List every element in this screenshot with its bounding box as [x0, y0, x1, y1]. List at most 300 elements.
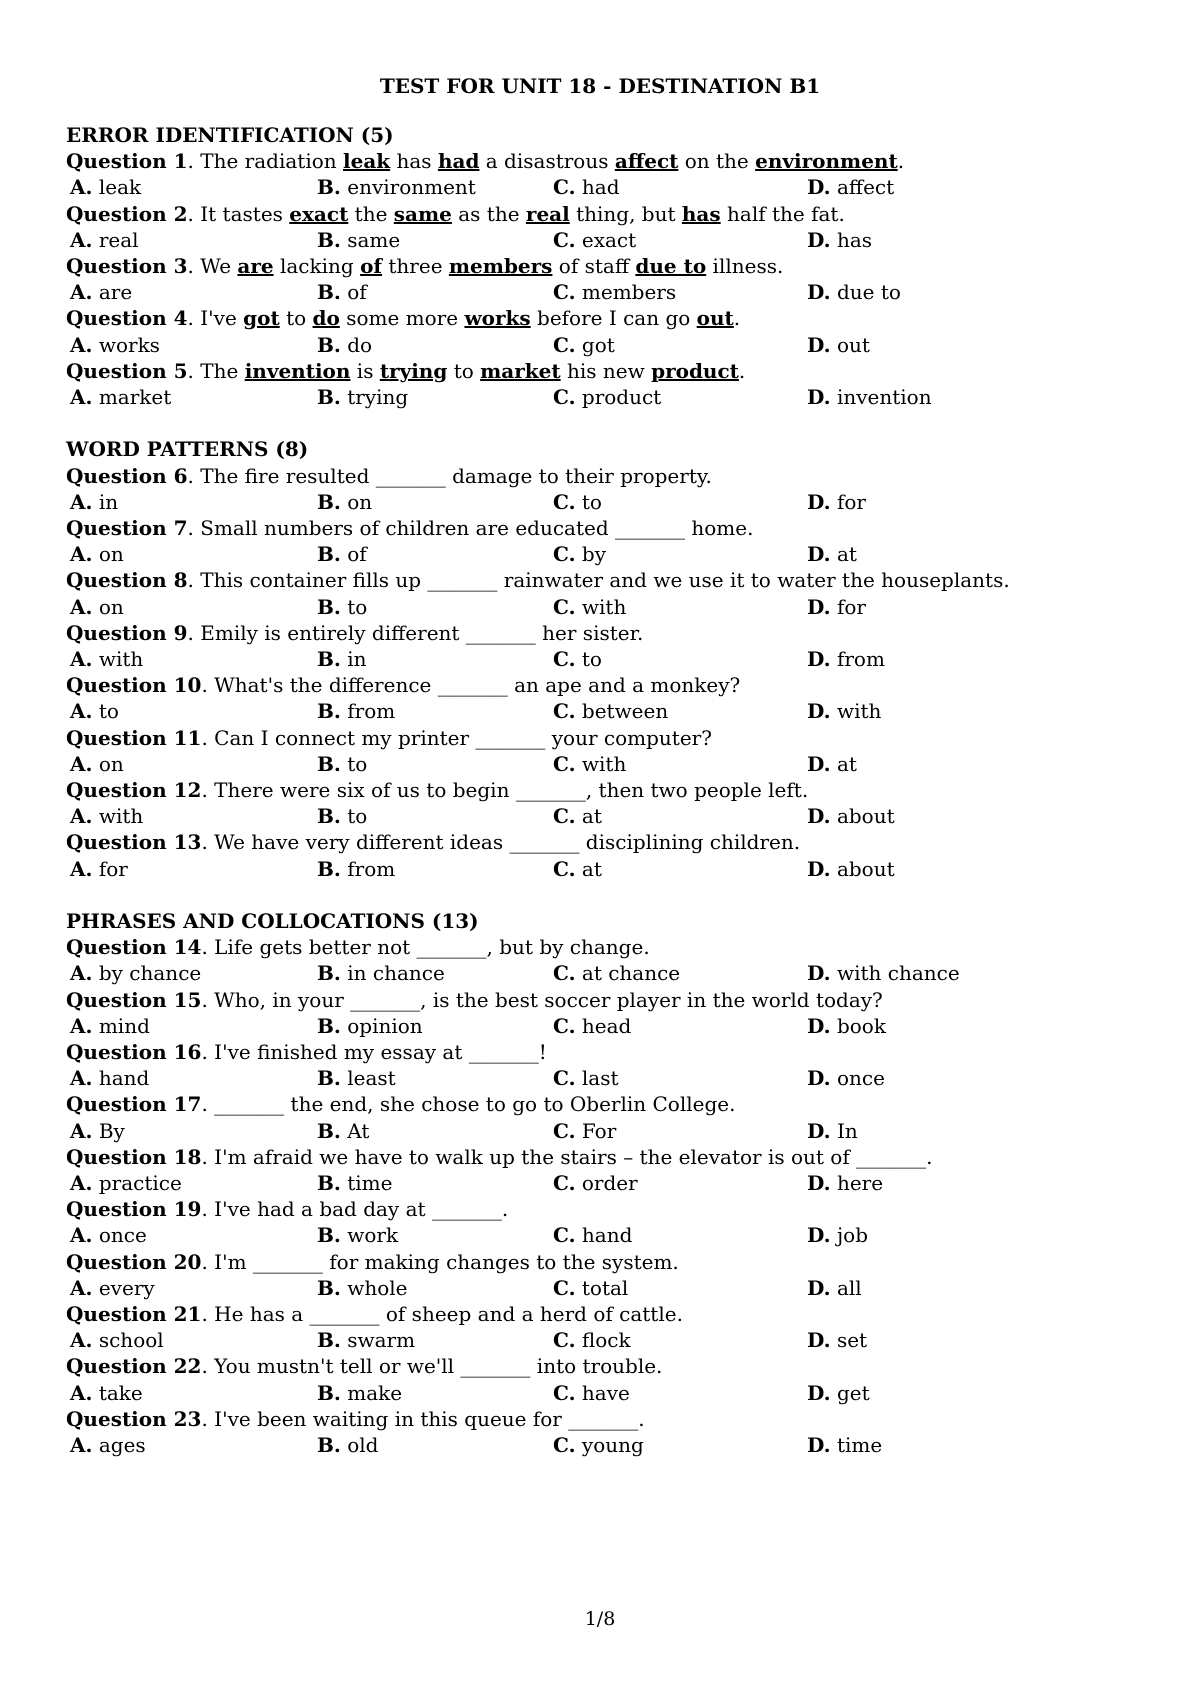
option-text: mind	[92, 1013, 150, 1038]
question-fragment: . I've had a bad day at _______.	[201, 1197, 509, 1222]
option-text: at	[830, 542, 857, 567]
answer-option[interactable]	[317, 1327, 415, 1353]
answer-option[interactable]	[317, 279, 367, 305]
question-text	[66, 620, 643, 646]
answer-option[interactable]	[317, 960, 445, 986]
question-text	[66, 515, 753, 541]
answer-option[interactable]	[317, 384, 408, 410]
answer-option[interactable]	[317, 856, 395, 882]
underlined-word: real	[525, 201, 570, 226]
option-text: to	[92, 699, 119, 724]
question-fragment: his new	[560, 358, 652, 383]
answer-option[interactable]	[317, 1013, 423, 1039]
answer-option[interactable]	[70, 803, 143, 829]
question-fragment: three	[382, 254, 449, 278]
option-letter: A.	[70, 1066, 93, 1091]
option-text: have	[575, 1380, 630, 1405]
question-fragment: . What's the difference _______ an ape and a monkey?	[201, 673, 741, 698]
option-letter: B.	[317, 1118, 341, 1143]
option-text: exact	[575, 227, 637, 252]
option-text: with	[830, 699, 882, 724]
answer-option[interactable]	[553, 594, 626, 620]
question-text	[66, 1144, 932, 1170]
option-letter: A.	[70, 280, 93, 305]
answer-option[interactable]	[70, 227, 139, 253]
underlined-word: of	[360, 254, 383, 278]
answer-option[interactable]	[807, 646, 885, 672]
answer-option[interactable]	[70, 279, 132, 305]
option-letter: B.	[317, 1275, 341, 1300]
question-text	[66, 1091, 735, 1117]
answer-option[interactable]	[317, 1380, 402, 1406]
answer-option[interactable]	[317, 332, 372, 358]
option-letter: B.	[317, 699, 341, 724]
option-text: at	[575, 856, 602, 881]
question-fragment: . We	[187, 254, 238, 278]
question-fragment: . We have very different ideas _______ disciplining children.	[201, 830, 801, 855]
option-letter: C.	[553, 280, 576, 305]
option-letter: A.	[70, 1328, 93, 1353]
option-text: every	[92, 1275, 155, 1300]
answer-option[interactable]	[70, 960, 201, 986]
answer-option[interactable]	[553, 489, 602, 515]
answer-option[interactable]	[553, 227, 636, 253]
answer-option[interactable]	[553, 856, 602, 882]
answer-option[interactable]	[317, 594, 367, 620]
option-text: with	[575, 594, 627, 619]
option-text: in	[340, 647, 367, 671]
question-text	[66, 567, 1010, 593]
option-letter: C.	[553, 332, 576, 357]
question-fragment: to	[447, 358, 481, 383]
answer-option[interactable]	[317, 1065, 396, 1091]
answer-option[interactable]	[317, 1170, 392, 1196]
option-text: hand	[92, 1066, 150, 1091]
option-letter: D.	[807, 1275, 831, 1300]
answer-option[interactable]	[70, 384, 171, 410]
option-text: got	[575, 332, 615, 357]
option-text: on	[92, 594, 124, 619]
option-text: here	[830, 1171, 884, 1195]
option-text: works	[92, 332, 160, 357]
answer-option[interactable]	[317, 646, 367, 672]
option-letter: C.	[553, 1433, 576, 1457]
answer-option[interactable]	[807, 174, 894, 200]
option-text: once	[830, 1066, 885, 1091]
option-letter: C.	[553, 1171, 576, 1195]
option-letter: D.	[807, 1171, 831, 1195]
option-letter: A.	[70, 647, 93, 671]
option-text: from	[340, 699, 396, 724]
underlined-word: invention	[244, 358, 351, 383]
question-fragment: . The fire resulted _______ damage to their property.	[187, 463, 712, 488]
question-fragment: . Can I connect my printer _______ your computer?	[201, 725, 712, 750]
answer-option[interactable]	[317, 174, 476, 200]
option-text: with	[92, 804, 144, 829]
option-letter: D.	[807, 1328, 831, 1353]
option-letter: A.	[70, 751, 93, 776]
option-letter: C.	[553, 1275, 576, 1300]
answer-option[interactable]	[70, 1380, 143, 1406]
option-text: for	[830, 489, 866, 514]
question-fragment: as the	[451, 201, 526, 226]
option-text: same	[340, 227, 401, 252]
option-text: once	[92, 1223, 147, 1248]
question-fragment: . He has a _______ of sheep and a herd of cattle.	[201, 1302, 683, 1326]
question-fragment: has	[390, 149, 438, 174]
answer-option[interactable]	[807, 384, 932, 410]
option-letter: B.	[317, 332, 341, 357]
answer-option[interactable]	[807, 803, 895, 829]
question-number: Question 2	[66, 201, 188, 226]
question-fragment: illness.	[706, 254, 784, 278]
answer-option[interactable]	[70, 332, 160, 358]
option-letter: D.	[807, 175, 831, 200]
option-text: between	[575, 699, 669, 724]
answer-option[interactable]	[553, 1275, 628, 1301]
underlined-word: do	[312, 306, 340, 331]
question-fragment: . _______ the end, she chose to go to Oberlin College.	[201, 1092, 736, 1117]
option-letter: C.	[553, 542, 576, 567]
answer-option[interactable]	[70, 594, 124, 620]
option-text: head	[575, 1013, 632, 1038]
option-text: with chance	[830, 961, 960, 986]
answer-option[interactable]	[70, 541, 124, 567]
option-letter: A.	[70, 385, 93, 409]
option-text: opinion	[340, 1013, 423, 1038]
answer-option[interactable]	[317, 751, 367, 777]
underlined-word: members	[448, 254, 553, 278]
page-number: 1/8	[584, 1608, 616, 1630]
question-text	[66, 725, 712, 751]
question-number: Question 9	[66, 620, 188, 645]
answer-option[interactable]	[70, 1327, 164, 1353]
option-letter: A.	[70, 594, 93, 619]
answer-option[interactable]	[553, 1380, 630, 1406]
question-text	[66, 672, 740, 698]
option-text: market	[92, 385, 172, 409]
question-fragment: . I've been waiting in this queue for _______.	[201, 1406, 645, 1431]
answer-option[interactable]	[807, 856, 895, 882]
option-letter: B.	[317, 856, 341, 881]
question-number: Question 17	[66, 1092, 202, 1117]
answer-option[interactable]	[553, 1013, 631, 1039]
answer-option[interactable]	[807, 332, 870, 358]
question-fragment: . Emily is entirely different _______ her sister.	[187, 620, 644, 645]
question-text	[66, 1406, 645, 1432]
option-text: work	[340, 1223, 399, 1248]
question-text	[66, 1196, 508, 1222]
option-letter: C.	[553, 227, 576, 252]
question-number: Question 13	[66, 830, 202, 855]
answer-option[interactable]	[70, 646, 143, 672]
option-letter: A.	[70, 489, 93, 514]
question-fragment: . I'm _______ for making changes to the system.	[201, 1249, 679, 1274]
question-text	[66, 201, 845, 227]
answer-option[interactable]	[553, 751, 626, 777]
answer-option[interactable]	[553, 541, 606, 567]
question-number: Question 11	[66, 725, 202, 750]
answer-option[interactable]	[553, 803, 602, 829]
answer-option[interactable]	[807, 541, 857, 567]
option-text: At	[340, 1118, 370, 1143]
question-number: Question 22	[66, 1354, 202, 1379]
option-text: to	[575, 489, 602, 514]
option-text: to	[340, 594, 368, 619]
question-fragment: . It tastes	[187, 201, 290, 226]
answer-option[interactable]	[553, 279, 676, 305]
option-letter: C.	[553, 1066, 576, 1091]
question-number: Question 20	[66, 1249, 202, 1274]
option-letter: B.	[317, 961, 341, 986]
option-letter: C.	[553, 1013, 576, 1038]
question-fragment: . Life gets better not _______, but by change.	[201, 935, 650, 960]
question-number: Question 19	[66, 1197, 202, 1222]
underlined-word: exact	[289, 201, 349, 226]
option-text: trying	[340, 385, 409, 409]
option-text: from	[830, 647, 885, 671]
question-fragment: of staff	[552, 254, 636, 278]
option-text: book	[830, 1013, 886, 1038]
option-text: from	[340, 856, 396, 881]
question-text	[66, 1301, 683, 1327]
answer-option[interactable]	[807, 227, 872, 253]
answer-option[interactable]	[807, 960, 960, 986]
question-fragment: . The	[187, 358, 245, 383]
option-letter: A.	[70, 175, 93, 200]
answer-option[interactable]	[807, 1222, 868, 1248]
option-letter: A.	[70, 1118, 93, 1143]
option-text: order	[575, 1171, 638, 1195]
option-text: For	[575, 1118, 617, 1143]
answer-option[interactable]	[553, 1327, 631, 1353]
question-fragment: .	[733, 306, 741, 331]
question-number: Question 10	[66, 673, 202, 698]
answer-option[interactable]	[317, 1275, 408, 1301]
answer-option[interactable]	[553, 960, 680, 986]
option-text: by	[575, 542, 606, 567]
option-letter: D.	[807, 1013, 831, 1038]
option-letter: A.	[70, 1171, 93, 1195]
underlined-word: market	[480, 358, 561, 383]
answer-option[interactable]	[807, 489, 866, 515]
option-letter: C.	[553, 961, 576, 986]
option-text: members	[575, 280, 677, 305]
answer-option[interactable]	[553, 1432, 644, 1458]
answer-option[interactable]	[553, 174, 620, 200]
answer-option[interactable]	[317, 1118, 369, 1144]
question-text	[66, 253, 783, 279]
option-letter: D.	[807, 1380, 831, 1405]
question-text	[66, 305, 740, 331]
underlined-word: leak	[343, 149, 391, 174]
option-letter: B.	[317, 280, 341, 305]
option-text: flock	[575, 1328, 631, 1353]
option-letter: A.	[70, 804, 93, 829]
option-letter: D.	[807, 227, 831, 252]
option-text: ages	[92, 1433, 146, 1457]
question-number: Question 7	[66, 516, 188, 540]
option-text: in chance	[340, 961, 445, 986]
option-text: all	[830, 1275, 862, 1300]
option-letter: A.	[70, 1223, 93, 1248]
option-text: at	[575, 804, 602, 829]
question-fragment: on the	[678, 149, 756, 174]
answer-option[interactable]	[317, 489, 372, 515]
option-letter: B.	[317, 1433, 341, 1457]
question-fragment: . You mustn't tell or we'll _______ into trouble.	[201, 1354, 663, 1379]
answer-option[interactable]	[317, 1432, 378, 1458]
question-fragment: . Small numbers of children are educated _______ home.	[187, 516, 754, 540]
option-text: due to	[830, 280, 901, 305]
option-letter: A.	[70, 227, 93, 252]
answer-option[interactable]	[553, 1118, 616, 1144]
answer-option[interactable]	[70, 174, 141, 200]
answer-option[interactable]	[807, 1065, 885, 1091]
option-letter: D.	[807, 385, 831, 409]
answer-option[interactable]	[70, 1432, 146, 1458]
answer-option[interactable]	[807, 594, 866, 620]
question-number: Question 4	[66, 306, 188, 331]
answer-option[interactable]	[807, 1013, 886, 1039]
answer-option[interactable]	[553, 1170, 638, 1196]
answer-option[interactable]	[807, 1327, 867, 1353]
option-letter: D.	[807, 1223, 831, 1248]
option-text: take	[92, 1380, 143, 1405]
answer-option[interactable]	[317, 803, 367, 829]
option-text: are	[92, 280, 133, 305]
option-letter: D.	[807, 856, 831, 881]
question-number: Question 1	[66, 149, 188, 174]
underlined-word: affect	[614, 149, 679, 174]
option-text: job	[830, 1223, 868, 1248]
answer-option[interactable]	[553, 384, 661, 410]
answer-option[interactable]	[70, 751, 124, 777]
option-text: whole	[340, 1275, 408, 1300]
option-text: has	[830, 227, 873, 252]
underlined-word: product	[651, 358, 739, 383]
option-letter: C.	[553, 1380, 576, 1405]
underlined-word: got	[243, 306, 280, 331]
underlined-word: are	[237, 254, 274, 278]
option-letter: D.	[807, 1433, 831, 1457]
question-fragment: half the fat.	[720, 201, 845, 226]
question-number: Question 14	[66, 935, 202, 960]
option-letter: C.	[553, 1223, 576, 1248]
answer-option[interactable]	[70, 1065, 149, 1091]
option-text: invention	[830, 385, 932, 409]
question-text	[66, 987, 883, 1013]
option-text: least	[340, 1066, 396, 1091]
question-number: Question 6	[66, 463, 188, 488]
option-text: to	[575, 647, 602, 671]
answer-option[interactable]	[70, 1275, 155, 1301]
option-letter: D.	[807, 699, 831, 724]
option-letter: D.	[807, 647, 831, 671]
answer-option[interactable]	[70, 1222, 147, 1248]
answer-option[interactable]	[807, 1170, 883, 1196]
answer-option[interactable]	[70, 1118, 125, 1144]
option-letter: B.	[317, 804, 341, 829]
answer-option[interactable]	[807, 1275, 862, 1301]
answer-option[interactable]	[553, 332, 615, 358]
option-text: for	[830, 594, 866, 619]
question-text	[66, 1249, 679, 1275]
option-letter: C.	[553, 1118, 576, 1143]
answer-option[interactable]	[70, 1013, 150, 1039]
option-text: swarm	[340, 1328, 416, 1353]
answer-option[interactable]	[807, 1380, 870, 1406]
option-text: at chance	[575, 961, 681, 986]
question-text	[66, 1039, 547, 1065]
section-heading: WORD PATTERNS (8)	[66, 437, 309, 462]
answer-option[interactable]	[317, 1222, 398, 1248]
option-text: with	[92, 647, 144, 671]
option-text: about	[830, 804, 895, 829]
option-text: to	[340, 751, 368, 776]
question-fragment: thing, but	[569, 201, 682, 226]
answer-option[interactable]	[70, 856, 128, 882]
option-letter: D.	[807, 280, 831, 305]
option-letter: B.	[317, 542, 341, 567]
option-text: out	[830, 332, 870, 357]
underlined-word: due to	[635, 254, 707, 278]
option-text: affect	[830, 175, 895, 200]
option-letter: A.	[70, 1013, 93, 1038]
question-number: Question 15	[66, 987, 202, 1012]
option-letter: D.	[807, 1066, 831, 1091]
option-text: total	[575, 1275, 629, 1300]
answer-option[interactable]	[807, 279, 901, 305]
question-fragment: . I've finished my essay at _______!	[201, 1040, 547, 1064]
option-text: on	[92, 751, 124, 776]
option-letter: B.	[317, 227, 341, 252]
question-fragment: . The radiation	[187, 149, 343, 174]
option-letter: B.	[317, 1223, 341, 1248]
option-letter: C.	[553, 804, 576, 829]
answer-option[interactable]	[553, 646, 602, 672]
question-fragment: to	[279, 306, 313, 331]
answer-option[interactable]	[317, 541, 367, 567]
answer-option[interactable]	[807, 1118, 858, 1144]
answer-option[interactable]	[70, 1170, 182, 1196]
question-text	[66, 829, 800, 855]
option-text: real	[92, 227, 139, 252]
answer-option[interactable]	[807, 1432, 882, 1458]
answer-option[interactable]	[317, 227, 400, 253]
answer-option[interactable]	[70, 489, 118, 515]
question-fragment: before I can go	[530, 306, 697, 331]
option-text: of	[340, 280, 367, 305]
option-letter: D.	[807, 1118, 831, 1143]
option-text: to	[340, 804, 368, 829]
option-letter: B.	[317, 175, 341, 200]
option-letter: B.	[317, 489, 341, 514]
answer-option[interactable]	[317, 698, 395, 724]
answer-option[interactable]	[807, 698, 881, 724]
option-letter: A.	[70, 856, 93, 881]
answer-option[interactable]	[70, 698, 119, 724]
question-fragment: a disastrous	[479, 149, 615, 174]
answer-option[interactable]	[807, 751, 857, 777]
question-text	[66, 358, 745, 384]
option-letter: B.	[317, 594, 341, 619]
question-fragment: . I'm afraid we have to walk up the stairs – the elevator is out of _______.	[201, 1144, 933, 1169]
answer-option[interactable]	[553, 1065, 619, 1091]
answer-option[interactable]	[553, 698, 668, 724]
answer-option[interactable]	[553, 1222, 632, 1248]
underlined-word: had	[437, 149, 480, 174]
